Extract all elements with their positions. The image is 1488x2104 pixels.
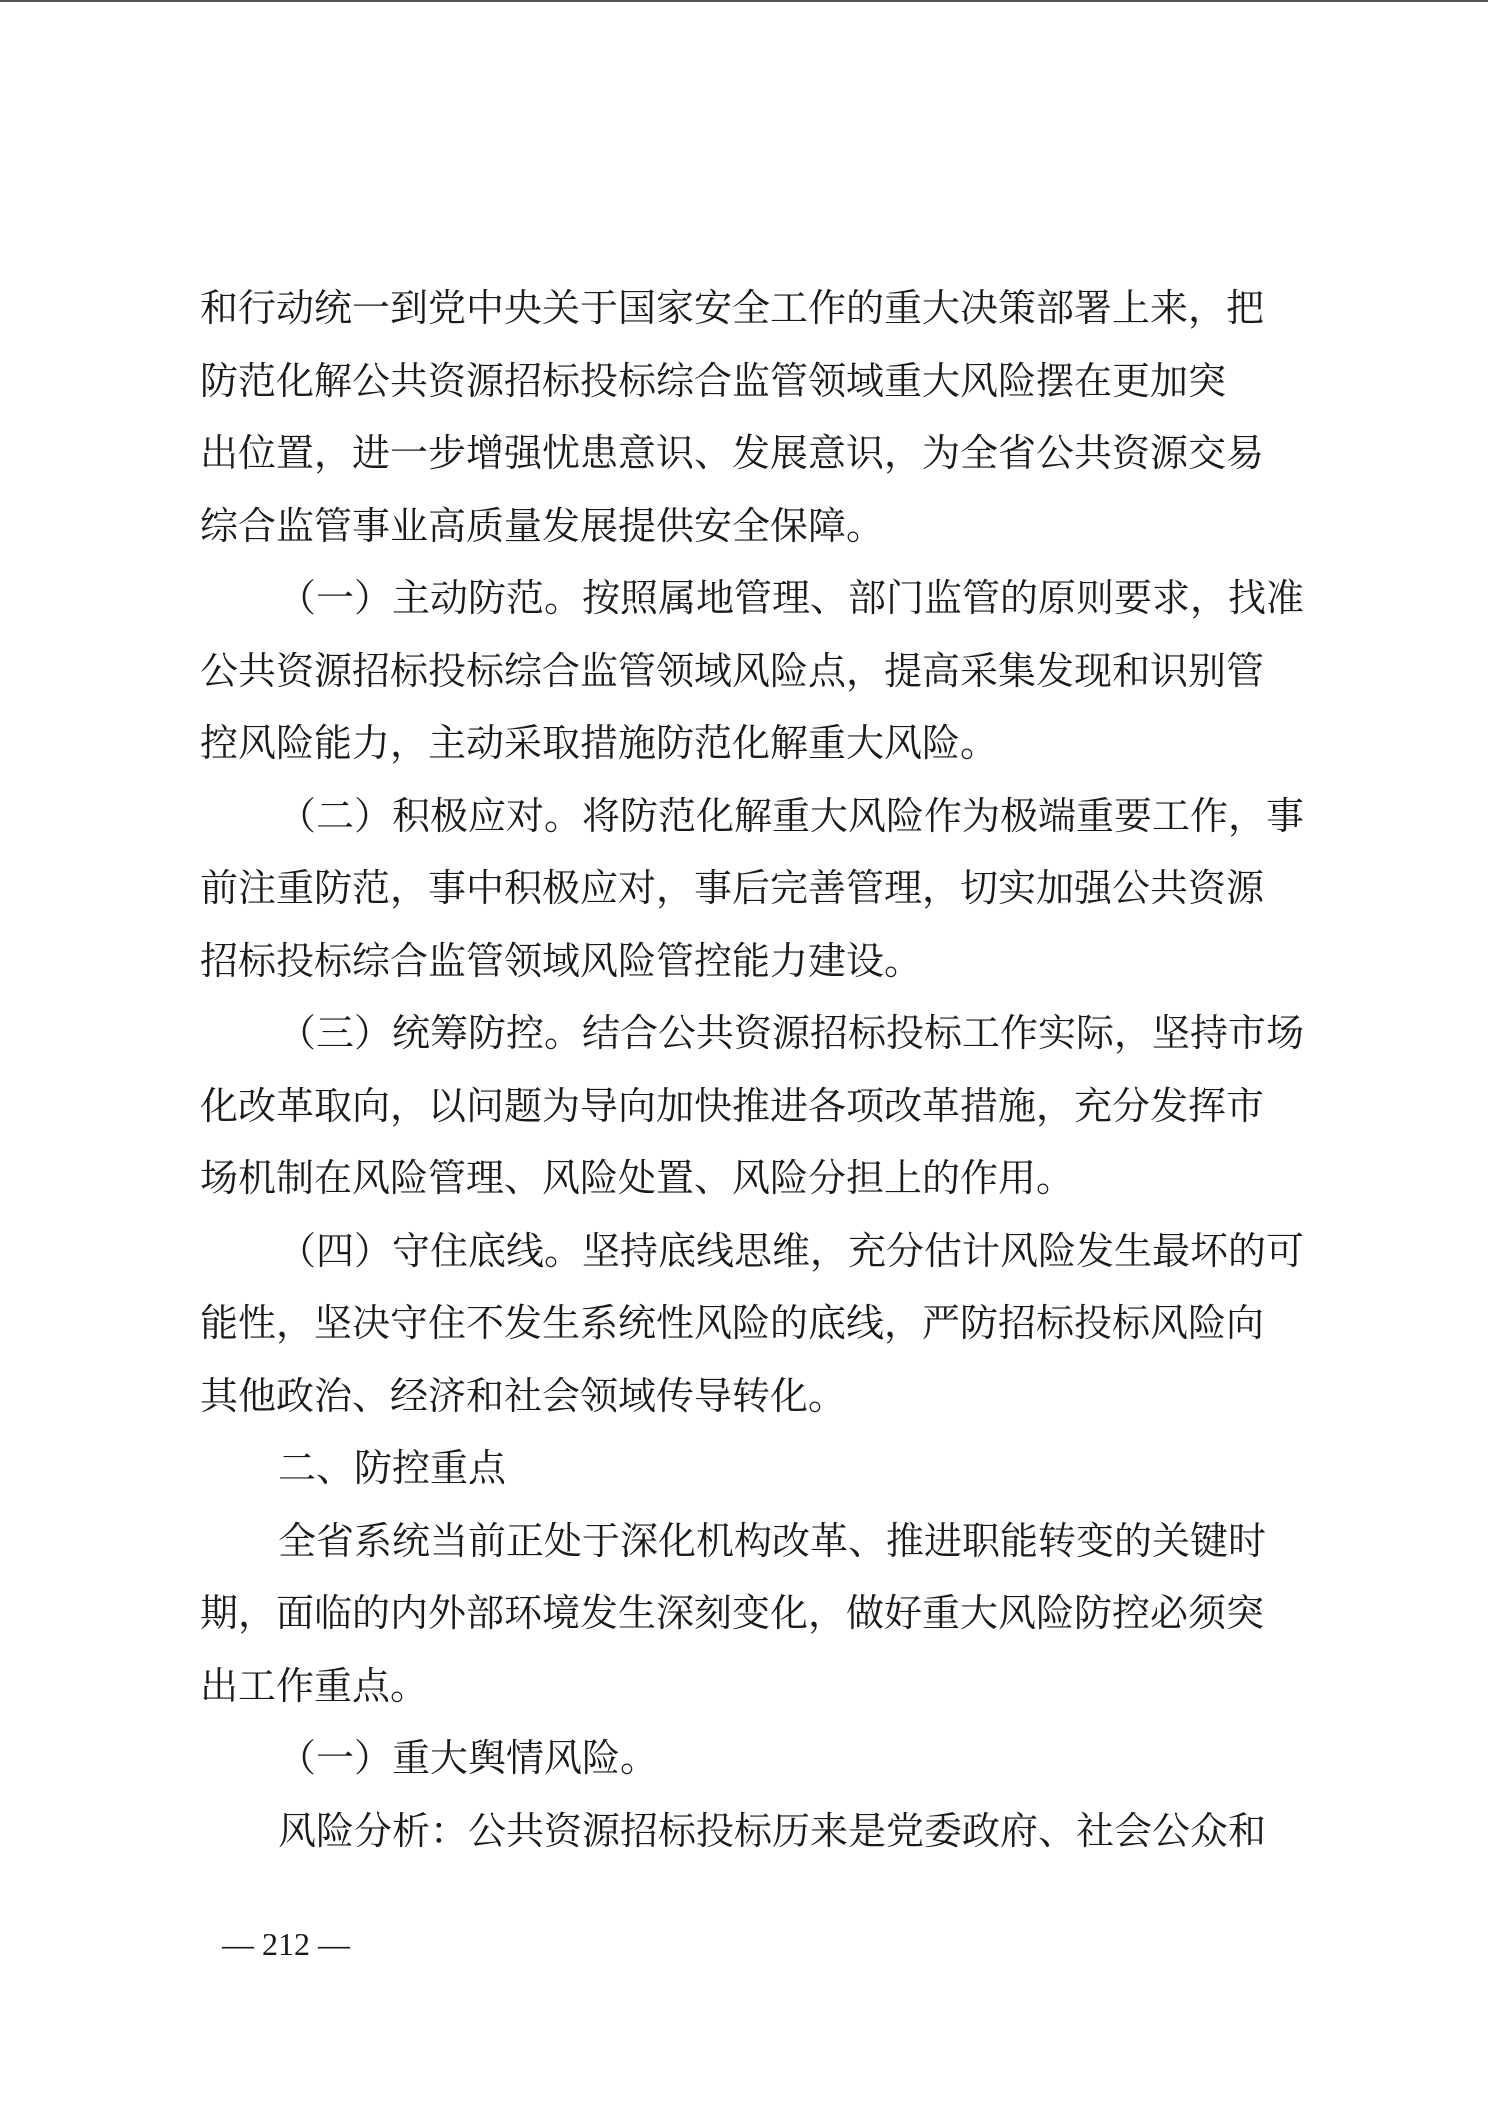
text-line: 全省系统当前正处于深化机构改革、推进职能转变的关键时 bbox=[278, 1518, 1267, 1563]
section-heading-line: （三）统筹防控。结合公共资源招标投标工作实际，坚持市场 bbox=[278, 1011, 1305, 1055]
text-line: 出工作重点。 bbox=[200, 1663, 429, 1708]
text-line: 能性，坚决守住不发生系统性风险的底线，严防招标投标风险向 bbox=[200, 1301, 1265, 1345]
text-line: 其他政治、经济和社会领域传导转化。 bbox=[200, 1373, 847, 1418]
text-line: 防范化解公共资源招标投标综合监管领域重大风险摆在更加突 bbox=[200, 358, 1227, 403]
section-heading-line: （二）积极应对。将防范化解重大风险作为极端重要工作，事 bbox=[278, 793, 1305, 838]
text-line: 出位置，进一步增强忧患意识、发展意识，为全省公共资源交易 bbox=[200, 431, 1265, 475]
text-line: 控风险能力，主动采取措施防范化解重大风险。 bbox=[200, 721, 999, 765]
document-body bbox=[200, 272, 1310, 1867]
text-line: 前注重防范，事中积极应对，事后完善管理，切实加强公共资源 bbox=[200, 866, 1265, 910]
text-line: 化改革取向，以问题为导向加快推进各项改革措施，充分发挥市 bbox=[200, 1083, 1265, 1128]
chapter-heading: 二、防控重点 bbox=[278, 1446, 507, 1490]
text-line: 和行动统一到党中央关于国家安全工作的重大决策部署上来，把 bbox=[200, 286, 1265, 330]
section-heading-line: （四）守住底线。坚持底线思维，充分估计风险发生最坏的可 bbox=[278, 1228, 1305, 1273]
text-line: 风险分析：公共资源招标投标历来是党委政府、社会公众和 bbox=[278, 1808, 1267, 1853]
section-heading-line: （一）重大舆情风险。 bbox=[278, 1736, 659, 1780]
page-number: — 212 — bbox=[222, 1926, 350, 1962]
text-line: 场机制在风险管理、风险处置、风险分担上的作用。 bbox=[200, 1156, 1075, 1200]
text-line: 期，面临的内外部环境发生深刻变化，做好重大风险防控必须突 bbox=[200, 1591, 1265, 1635]
page-top-border bbox=[0, 0, 1488, 2]
text-line: 公共资源招标投标综合监管领域风险点，提高采集发现和识别管 bbox=[200, 648, 1265, 693]
section-heading-line: （一）主动防范。按照属地管理、部门监管的原则要求，找准 bbox=[278, 576, 1305, 620]
text-line: 综合监管事业高质量发展提供安全保障。 bbox=[200, 503, 885, 548]
text-line: 招标投标综合监管领域风险管控能力建设。 bbox=[200, 938, 923, 983]
